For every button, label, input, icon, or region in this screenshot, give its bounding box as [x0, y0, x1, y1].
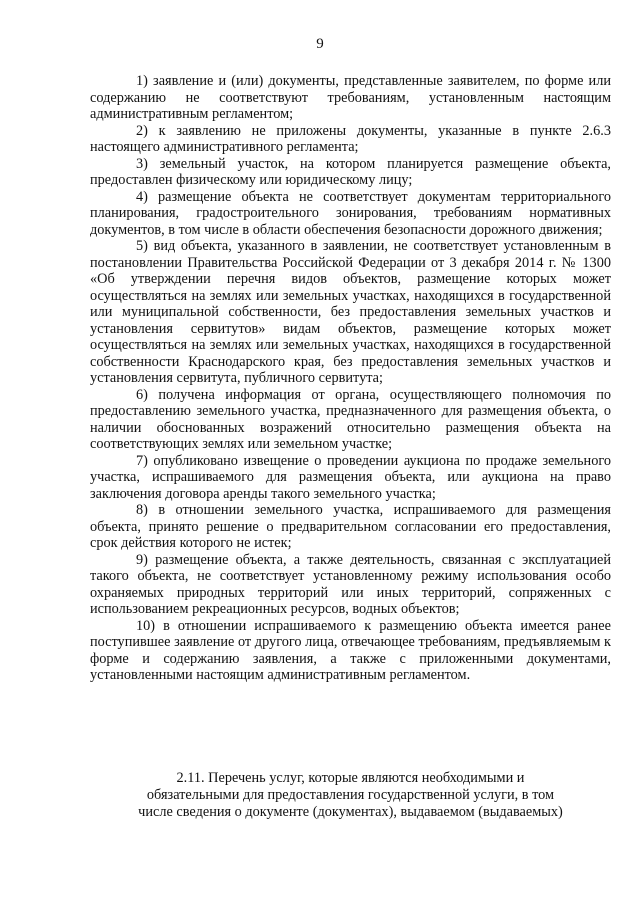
page-number: 9 [316, 36, 324, 52]
paragraph-item-6: 6) получена информация от органа, осуществляющего полномочия по предоставлению земельного участка, предназначенного для размещения объекта, о наличии обоснованных возражений относительно размещения объекта на соответствующих землях или земельном участке; [90, 386, 611, 452]
paragraph-item-2: 2) к заявлению не приложены документы, указанные в пункте 2.6.3 настоящего административного регламента; [90, 122, 611, 155]
paragraph-item-5: 5) вид объекта, указанного в заявлении, не соответствует установленным в постановлении Правительства Российской Федерации от 3 декабря 2014 г. № 1300 «Об утверждении перечня видов объектов, размещение которых может осуществляться на землях или земельных участках, находящихся в государственной или муниципальной собственности, без предоставления земельных участков и установления сервитутов» видам объектов, размещение которых может осуществляться на землях или земельных участках, находящихся в государственной собственности Краснодарского края, без предоставления земельных участков и установления сервитута, публичного сервитута; [90, 238, 611, 386]
section-heading [90, 770, 611, 821]
paragraph-item-8: 8) в отношении земельного участка, испрашиваемого для размещения объекта, принято решение о предварительном согласовании его предоставления, срок действия которого не истек; [90, 502, 611, 551]
paragraph-item-7: 7) опубликовано извещение о проведении аукциона по продаже земельного участка, испрашиваемого для размещения объекта, или аукциона на право заключения договора аренды такого земельного участка; [90, 452, 611, 502]
section-heading-line: обязательными для предоставления государственной услуги, в том [146, 787, 555, 803]
paragraph-item-4: 4) размещение объекта не соответствует документам территориального планирования, градостроительного зонирования, требованиям нормативных документов, в том числе в области обеспечения безопасности дорожного движения; [90, 188, 611, 238]
refusal-grounds-list [90, 73, 611, 684]
paragraph-item-1: 1) заявление и (или) документы, представленные заявителем, по форме или содержанию не соответствуют требованиям, установленным настоящим административным регламентом; [90, 73, 611, 122]
paragraph-item-3: 3) земельный участок, на котором планируется размещение объекта, предоставлен физическому или юридическому лицу; [90, 155, 611, 188]
paragraph-item-9: 9) размещение объекта, а также деятельность, связанная с эксплуатацией такого объекта, не соответствует установленному режиму использования особо охраняемых природных территорий или иных территорий, сопряженных с использованием рекреационных ресурсов, водных объектов; [90, 551, 611, 617]
section-heading-line: числе сведения о документе (документах), выдаваемом (выдаваемых) [138, 804, 563, 820]
paragraph-item-10: 10) в отношении испрашиваемого к размещению объекта имеется ранее поступившее заявление от другого лица, отвечающее требованиям, предъявляемым к форме и содержанию заявления, а также с приложенными документами, установленными настоящим административным регламентом. [90, 617, 611, 683]
section-heading-line: 2.11. Перечень услуг, которые являются необходимыми и [176, 770, 525, 786]
